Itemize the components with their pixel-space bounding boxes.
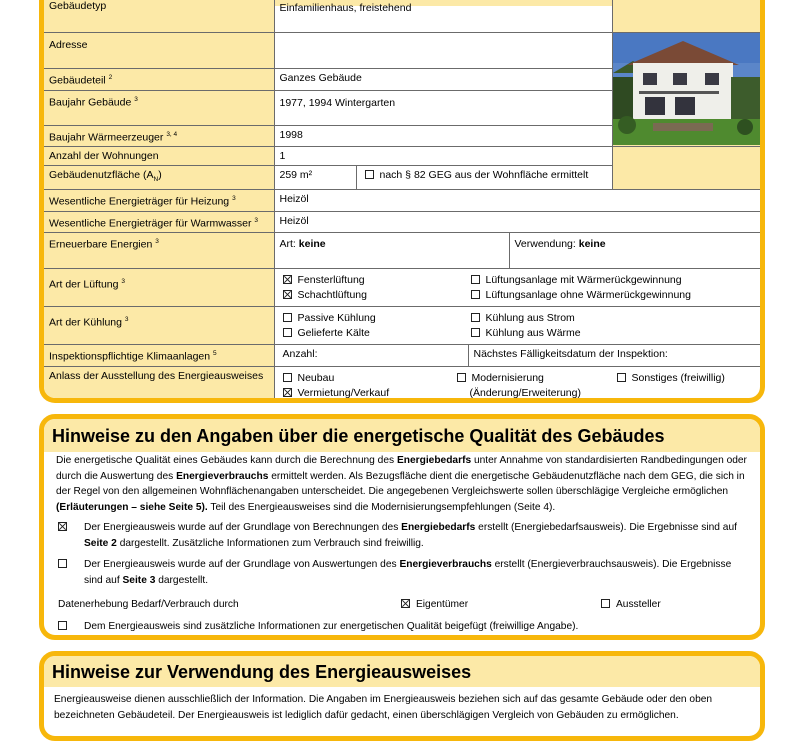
kuehlung-label: Art der Kühlung $^3$ [44, 307, 274, 345]
lueftung-mit-wrg-checkbox[interactable] [471, 275, 480, 284]
aussteller-checkbox[interactable] [601, 599, 610, 608]
bedarfsausweis-checkbox[interactable] [58, 522, 67, 531]
usage-notes-header [44, 656, 760, 687]
geg-checkbox[interactable] [365, 170, 374, 179]
schachtlueftung-checkbox[interactable] [283, 290, 292, 299]
gelieferte-kaelte-checkbox[interactable] [283, 328, 292, 337]
row-energietraeger-warmwasser [44, 211, 760, 233]
datenerhebung-label: Datenerhebung Bedarf/Verbrauch durch [58, 599, 239, 610]
opt-lueftung-mit-wrg[interactable]: Lüftungsanlage mit Wärmerückgewinnung [471, 273, 682, 288]
quality-notes-header [44, 419, 760, 452]
row-anlass [44, 366, 760, 401]
photo-bottom-fill [612, 147, 760, 190]
row-adresse [44, 33, 760, 69]
energietraeger-warmwasser-label: Wesentliche Energieträger für Warmwasser $^3$ [44, 211, 274, 233]
kuehlung-options [274, 307, 760, 345]
building-table [44, 0, 760, 402]
klimaanlagen-anzahl[interactable]: Anzahl: [274, 345, 468, 367]
neubau-checkbox[interactable] [283, 373, 292, 382]
opt-fensterlueftung[interactable]: Fensterlüftung [283, 273, 365, 288]
gebaeudetyp-label: Gebäudetyp [44, 0, 274, 33]
row-anzahl-wohnungen [44, 147, 760, 166]
adresse-value[interactable] [274, 33, 612, 69]
fensterlueftung-checkbox[interactable] [283, 275, 292, 284]
option-eigentuemer[interactable]: Eigentümer [401, 597, 468, 613]
quality-notes-title: Hinweise zu den Angaben über die energetische Qualität des Gebäudes [52, 426, 665, 446]
row-kuehlung [44, 307, 760, 345]
opt-lueftung-ohne-wrg[interactable]: Lüftungsanlage ohne Wärmerückgewinnung [471, 288, 691, 303]
opt-vermietung-verkauf[interactable]: Vermietung/Verkauf [283, 386, 390, 401]
row-energietraeger-heizung [44, 190, 760, 212]
nutzflaeche-geg-option[interactable]: nach § 82 GEG aus der Wohnfläche ermittelt [356, 166, 612, 190]
nutzflaeche-label: Gebäudenutzfläche $(A_N)$ [44, 166, 274, 190]
opt-gelieferte-kaelte[interactable]: Gelieferte Kälte [283, 326, 370, 341]
building-photo-cell [612, 33, 760, 147]
gebaeudeteil-value[interactable]: Ganzes Gebäude [274, 69, 612, 91]
opt-passive-kuehlung[interactable]: Passive Kühlung [283, 311, 376, 326]
row-erneuerbare [44, 233, 760, 269]
row-klimaanlagen [44, 345, 760, 367]
passive-kuehlung-checkbox[interactable] [283, 313, 292, 322]
baujahr-waermeerzeuger-value[interactable]: 1998 [274, 125, 612, 147]
modernisierung-checkbox[interactable] [457, 373, 466, 382]
opt-sonstiges[interactable]: Sonstiges (freiwillig) [617, 371, 725, 386]
usage-notes-section [39, 651, 765, 741]
option-zusatzinfos[interactable] [58, 619, 748, 635]
verbrauchsausweis-checkbox[interactable] [58, 559, 67, 568]
erneuerbare-verwendung[interactable]: Verwendung: keine [509, 233, 760, 269]
vermietung-verkauf-checkbox[interactable] [283, 388, 292, 397]
baujahr-gebaeude-label: Baujahr Gebäude $^3$ [44, 90, 274, 125]
zusatzinfos-checkbox[interactable] [58, 621, 67, 630]
kuehlung-waerme-checkbox[interactable] [471, 328, 480, 337]
lueftung-ohne-wrg-checkbox[interactable] [471, 290, 480, 299]
option-aussteller[interactable]: Aussteller [601, 597, 661, 613]
bedarfsausweis-text: Der Energieausweis wurde auf der Grundlage von Berechnungen des Energiebedarfs erstellt (Energiebedarfsausweis). Die Ergebnisse sind auf Seite 2 dargestellt. Zusätzliche Informationen zum Verbrauch sind freiwillig. [84, 522, 737, 549]
sonstiges-checkbox[interactable] [617, 373, 626, 382]
anlass-options [274, 366, 760, 401]
nutzflaeche-value[interactable]: 259 m² [274, 166, 356, 190]
baujahr-gebaeude-value[interactable]: 1977, 1994 Wintergarten [274, 90, 612, 125]
zusatzinfos-text: Dem Energieausweis sind zusätzliche Informationen zur energetischen Qualität beigefügt (freiwillige Angabe). [84, 621, 579, 632]
eigentuemer-checkbox[interactable] [401, 599, 410, 608]
quality-notes-section [39, 414, 765, 640]
erneuerbare-label: Erneuerbare Energien $^3$ [44, 233, 274, 269]
klimaanlagen-faellig[interactable]: Nächstes Fälligkeitsdatum der Inspektion: [468, 345, 760, 367]
row-lueftung [44, 269, 760, 307]
lueftung-options [274, 269, 760, 307]
anzahl-wohnungen-label: Anzahl der Wohnungen [44, 147, 274, 166]
building-section [39, 0, 765, 403]
opt-kuehlung-waerme[interactable]: Kühlung aus Wärme [471, 326, 581, 341]
opt-modernisierung[interactable]: Modernisierung [457, 371, 544, 386]
usage-notes-text: Energieausweise dienen ausschließlich der Information. Die Angaben im Energieausweis beziehen sich auf das gesamte Gebäude oder den oben bezeichneten Gebäudeteil. Der Energieausweis ist lediglich dafür gedacht, einen überschlägigen Vergleich von Gebäuden zu ermöglichen. [54, 694, 713, 721]
anlass-label: Anlass der Ausstellung des Energieausweises [44, 366, 274, 401]
row-gebaeudetyp [44, 0, 760, 33]
gebaeudeteil-label: Gebäudeteil $^2$ [44, 69, 274, 91]
opt-neubau[interactable]: Neubau [283, 371, 335, 386]
option-verbrauchsausweis[interactable] [58, 557, 748, 589]
option-bedarfsausweis[interactable] [58, 520, 748, 552]
energietraeger-heizung-value[interactable]: Heizöl [274, 190, 760, 212]
building-photo [613, 33, 761, 145]
energietraeger-warmwasser-value[interactable]: Heizöl [274, 211, 760, 233]
usage-notes-title: Hinweise zur Verwendung des Energieausweises [52, 662, 472, 682]
klimaanlagen-label: Inspektionspflichtige Klimaanlagen $^5$ [44, 345, 274, 367]
adresse-label: Adresse [44, 33, 274, 69]
lueftung-label: Art der Lüftung $^3$ [44, 269, 274, 307]
opt-schachtlueftung[interactable]: Schachtlüftung [283, 288, 367, 303]
kuehlung-strom-checkbox[interactable] [471, 313, 480, 322]
energietraeger-heizung-label: Wesentliche Energieträger für Heizung $^3$ [44, 190, 274, 212]
opt-kuehlung-strom[interactable]: Kühlung aus Strom [471, 311, 575, 326]
anzahl-wohnungen-value[interactable]: 1 [274, 147, 612, 166]
gebaeudetyp-value[interactable]: Einfamilienhaus, freistehend [274, 0, 612, 33]
erneuerbare-art[interactable]: Art: keine [274, 233, 509, 269]
verbrauchsausweis-text: Der Energieausweis wurde auf der Grundlage von Auswertungen des Energieverbrauchs erstellt (Energieverbrauchsausweis). Die Ergebnisse sind auf Seite 3 dargestellt. [84, 559, 732, 586]
quality-notes-paragraph: Die energetische Qualität eines Gebäudes kann durch die Berechnung des Energiebedarfs unter Annahme von standardisierten Randbedingungen oder durch die Auswertung des Energieverbrauchs ermittelt werden. Als Bezugsfläche dient die energetische Gebäudenutzfläche nach dem GEG, die sich in der Regel von den allgemeinen Wohnflächenangaben unterscheidet. Die angegebenen Vergleichswerte sollen überschlägige Vergleiche ermöglichen (Erläuterungen – siehe Seite 5). Teil des Energieausweises sind die Modernisierungsempfehlungen (Seite 4). [56, 455, 747, 513]
modernisierung-detail: (Änderung/Erweiterung) [469, 386, 581, 399]
baujahr-waermeerzeuger-label: Baujahr Wärmeerzeuger $^{3, 4}$ [44, 125, 274, 147]
photo-top-fill [612, 0, 760, 33]
